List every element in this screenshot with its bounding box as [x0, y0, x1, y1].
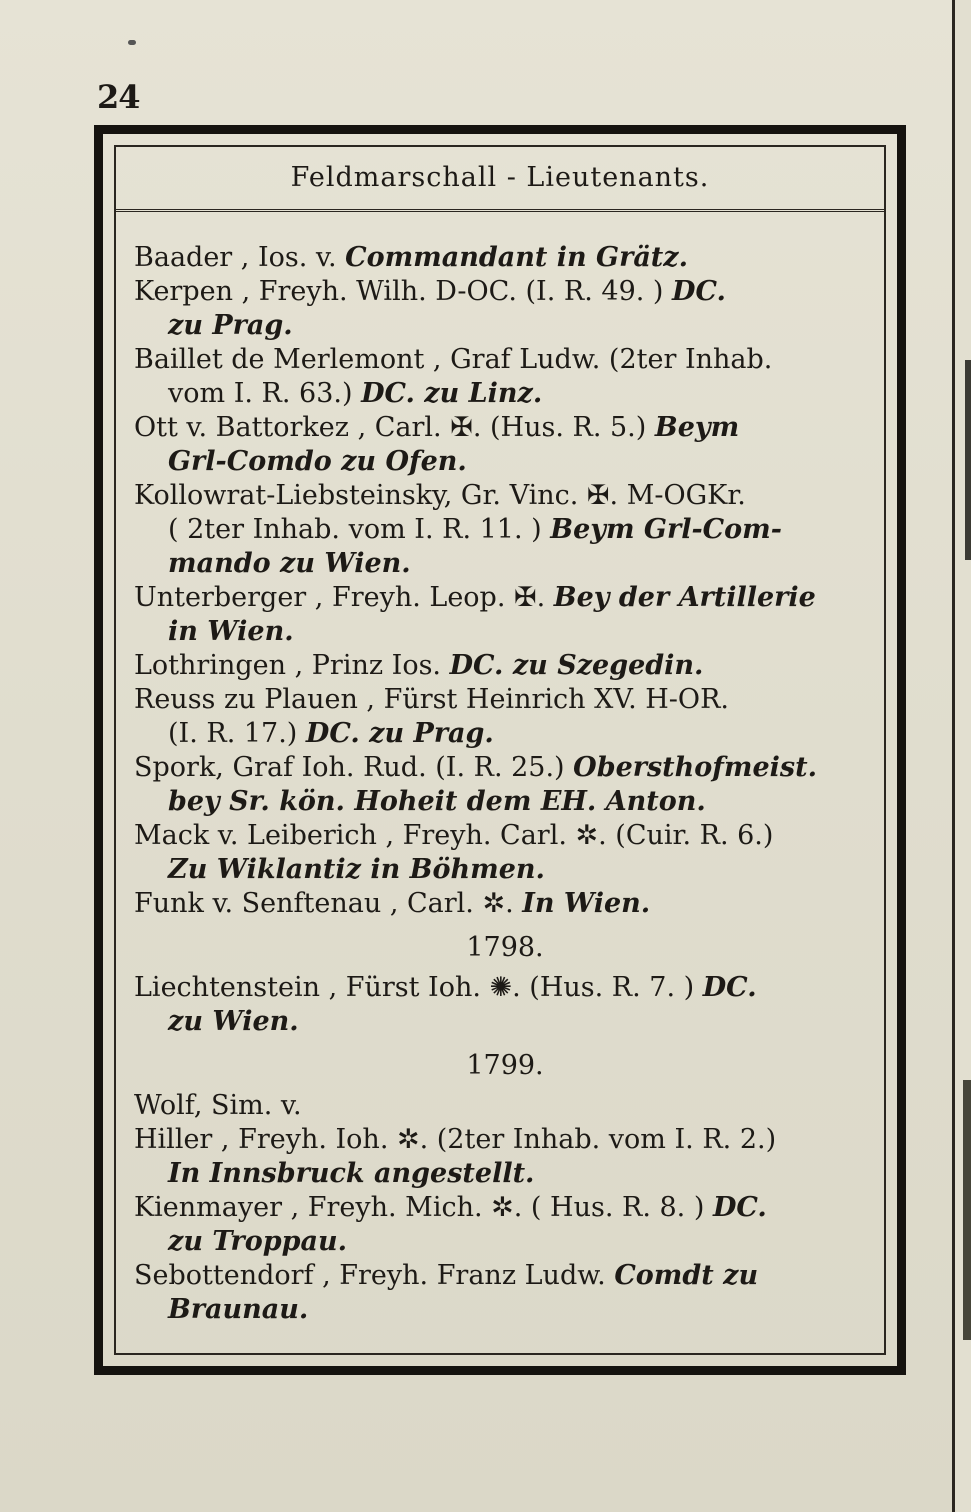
list-item: Spork, Graf Ioh. Rud. (I. R. 25.) Obersthofmeist. bey Sr. kön. Hoheit dem EH. Anton.	[134, 752, 817, 817]
list-item: Mack v. Leiberich , Freyh. Carl. ✲. (Cuir. R. 6.) Zu Wiklantiz in Böhmen.	[134, 820, 774, 885]
list-item: Kollowrat-Liebsteinsky, Gr. Vinc. ✠. M-OGKr. ( 2ter Inhab. vom I. R. 11. ) Beym Grl-Com- mando zu Wien.	[134, 480, 782, 579]
list-item: Hiller , Freyh. Ioh. ✲. (2ter Inhab. vom I. R. 2.) In Innsbruck angestellt.	[134, 1124, 777, 1189]
list-item: Unterberger , Freyh. Leop. ✠. Bey der Artillerie in Wien.	[134, 582, 816, 647]
list-item: Kienmayer , Freyh. Mich. ✲. ( Hus. R. 8. ) DC. zu Troppau.	[134, 1192, 767, 1257]
list-item: Liechtenstein , Fürst Ioh. ✺. (Hus. R. 7. ) DC. zu Wien.	[134, 972, 757, 1037]
page-number: 24	[97, 78, 140, 116]
list-item: Ott v. Battorkez , Carl. ✠. (Hus. R. 5.) Beym Grl-Comdo zu Ofen.	[134, 412, 740, 477]
year-heading-1798: 1798.	[466, 932, 544, 963]
list-item: Kerpen , Freyh. Wilh. D-OC. (I. R. 49. ) DC. zu Prag.	[134, 276, 726, 341]
list-item: Reuss zu Plauen , Fürst Heinrich XV. H-OR. (I. R. 17.) DC. zu Prag.	[134, 684, 729, 749]
officer-list	[134, 241, 876, 1327]
year-heading-1799: 1799.	[466, 1050, 544, 1081]
list-item: Baader , Ios. v. Commandant in Grätz.	[134, 242, 689, 273]
ink-speck	[128, 40, 136, 45]
list-item: Funk v. Senftenau , Carl. ✲. In Wien.	[134, 888, 651, 919]
edge-shadow	[965, 360, 971, 560]
edge-shadow	[963, 1080, 971, 1340]
inner-frame	[114, 145, 886, 1355]
list-item: Sebottendorf , Freyh. Franz Ludw. Comdt zu Braunau.	[134, 1260, 759, 1325]
adjacent-page-edge	[952, 0, 971, 1512]
section-header: Feldmarschall - Lieutenants.	[116, 147, 884, 212]
list-item: Lothringen , Prinz Ios. DC. zu Szegedin.	[134, 650, 704, 681]
list-item: Wolf, Sim. v.	[134, 1090, 302, 1121]
list-item: Baillet de Merlemont , Graf Ludw. (2ter Inhab. vom I. R. 63.) DC. zu Linz.	[134, 344, 773, 409]
bordered-frame	[94, 125, 906, 1375]
